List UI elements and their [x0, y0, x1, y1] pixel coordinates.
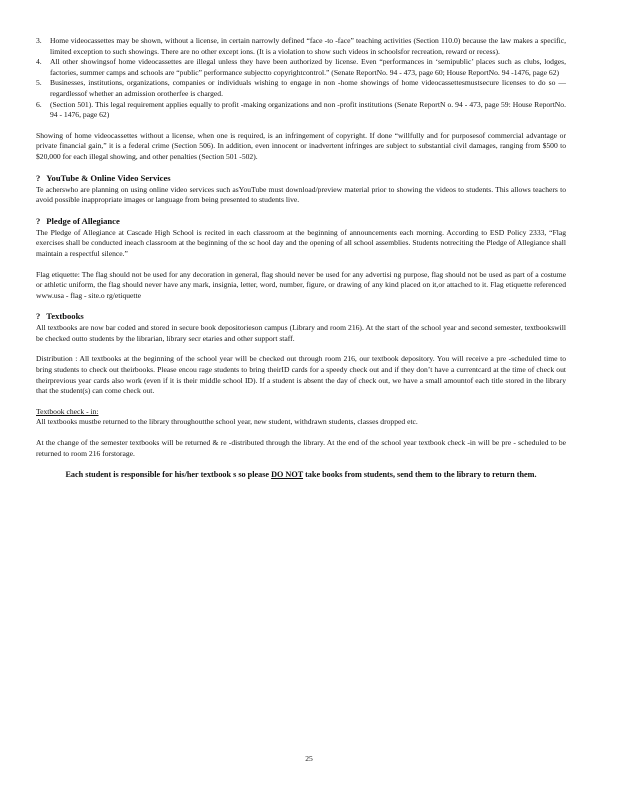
list-text: Businesses, institutions, organizations, companies or individuals wishing to engage in non -home showings of home videocassettesmustsecure licenses to do so —regardlessof whether an admission orotherfee is charged.	[50, 78, 566, 98]
checkin-section	[36, 407, 566, 428]
list-number: 3.	[36, 36, 42, 45]
heading-text: YouTube & Online Video Services	[46, 172, 171, 183]
distribution-paragraph: Distribution : All textbooks at the beginning of the school year will be checked out through room 216, our textbook depository. You will receive a pre -scheduled time to bring students to check out theirbooks. Please encou rage students to bring theirID cards for a speedy check out and if they don’t have a currentcard at the time of check out theirprevious year cards also work (even if it is their middle school ID). If a student is absent the day of check out, we have a small amountof each title stored in the library that the student(s) can come check out.	[36, 354, 566, 396]
textbooks-section	[36, 311, 566, 344]
list-item	[36, 57, 566, 78]
list-text: Home videocassettes may be shown, without a license, in certain narrowly defined “face -to -face” teaching activities (Section 110.0) because the law makes a specific, limited exception to such showings. There are no other except ions. (It is a violation to show such videos in schoolsfor recreation, reward or recess).	[50, 36, 566, 56]
closing-notice	[36, 469, 566, 480]
list-item	[36, 100, 566, 121]
flag-etiquette-paragraph: Flag etiquette: The flag should not be used for any decoration in general, flag should never be used for any advertisi ng purpose, flag should not be used as part of a costume or athletic uniform, the flag should never have any mark, insignia, letter, word, number, figure, or drawing of any kind placed on it,or attached to it. Flag etiquette referenced www.usa - flag - site.o rg/etiquette	[36, 269, 566, 300]
youtube-section	[36, 173, 566, 206]
youtube-paragraph: Te acherswho are planning on using online video services such asYouTube must download/preview material prior to showing the videos to students. This allows teachers to avoid possible inappropriate images or language from being presented to students live.	[36, 184, 566, 205]
bullet-marker: ?	[36, 311, 41, 322]
copyright-paragraph: Showing of home videocassettes without a license, when one is required, is an infringement of copyright. If done “willfully and for purposesof commercial advantage or private financial gain,” it is a federal crime (Section 506). In addition, even innocent or inadvertent infringes are subject to substantial civil damages, ranging from $500 to $20,000 for each illegal showing, and other penalties (Section 501 -502).	[36, 130, 566, 161]
heading-text: Pledge of Allegiance	[46, 215, 120, 226]
list-text: All other showingsof home videocassettes are illegal unless they have been authorized by license. Even “performances in ‘semipublic’ places such as clubs, lodges, factories, summer camps and schools are “public” performance subjectto copyrightcontrol.” (Senate ReportNo. 94 - 473, page 60; House ReportNo. 94 -1476, page 62)	[50, 57, 566, 77]
heading-text: Textbooks	[46, 311, 84, 322]
section-heading	[36, 311, 566, 322]
checkin-label: Textbook check - in:	[36, 406, 99, 416]
section-heading	[36, 173, 566, 184]
page-number: 25	[305, 754, 313, 763]
bullet-marker: ?	[36, 172, 41, 183]
list-number: 5.	[36, 78, 42, 88]
pledge-paragraph: The Pledge of Allegiance at Cascade High School is recited in each classroom at the beginning of announcements each morning. According to ESD Policy 2333, “Flag exercises shall be conducted ineach classroom at the beginning of the sc hool day and the opening of all school assemblies. Students notreciting the Pledge of Allegiance shall maintain a respectful silence.”	[36, 227, 566, 258]
checkin-paragraph: All textbooks mustbe returned to the library throughoutthe school year, new student, withdrawn students, classes dropped etc.	[36, 417, 418, 427]
closing-after: take books from students, send them to the library to return them.	[303, 470, 537, 480]
list-number: 4.	[36, 57, 42, 67]
semester-change-paragraph: At the change of the semester textbooks will be returned & re -distributed through the library. At the end of the school year textbook check -in will be pre - scheduled to be returned to room 216 forstorage.	[36, 438, 566, 458]
closing-before: Each student is responsible for his/her textbook s so please	[65, 470, 272, 480]
section-heading	[36, 216, 566, 227]
list-item	[36, 78, 566, 99]
list-text: (Section 501). This legal requirement applies equally to profit -making organizations and non -profit institutions (Senate ReportN o. 94 - 473, page 59: House ReportNo. 94 - 1476, page 62)	[50, 99, 566, 120]
closing-emphasis: DO NOT	[271, 470, 304, 480]
pledge-section	[36, 216, 566, 260]
list-number: 6.	[36, 99, 42, 109]
textbooks-paragraph: All textbooks are now bar coded and stored in secure book depositorieson campus (Library and room 216). At the start of the school year and second semester, textbookswill be checked outto students by the librarian, library secr etaries and other support staff.	[36, 323, 566, 343]
bullet-marker: ?	[36, 215, 41, 226]
list-item	[36, 36, 566, 57]
video-rules-list	[36, 36, 566, 121]
